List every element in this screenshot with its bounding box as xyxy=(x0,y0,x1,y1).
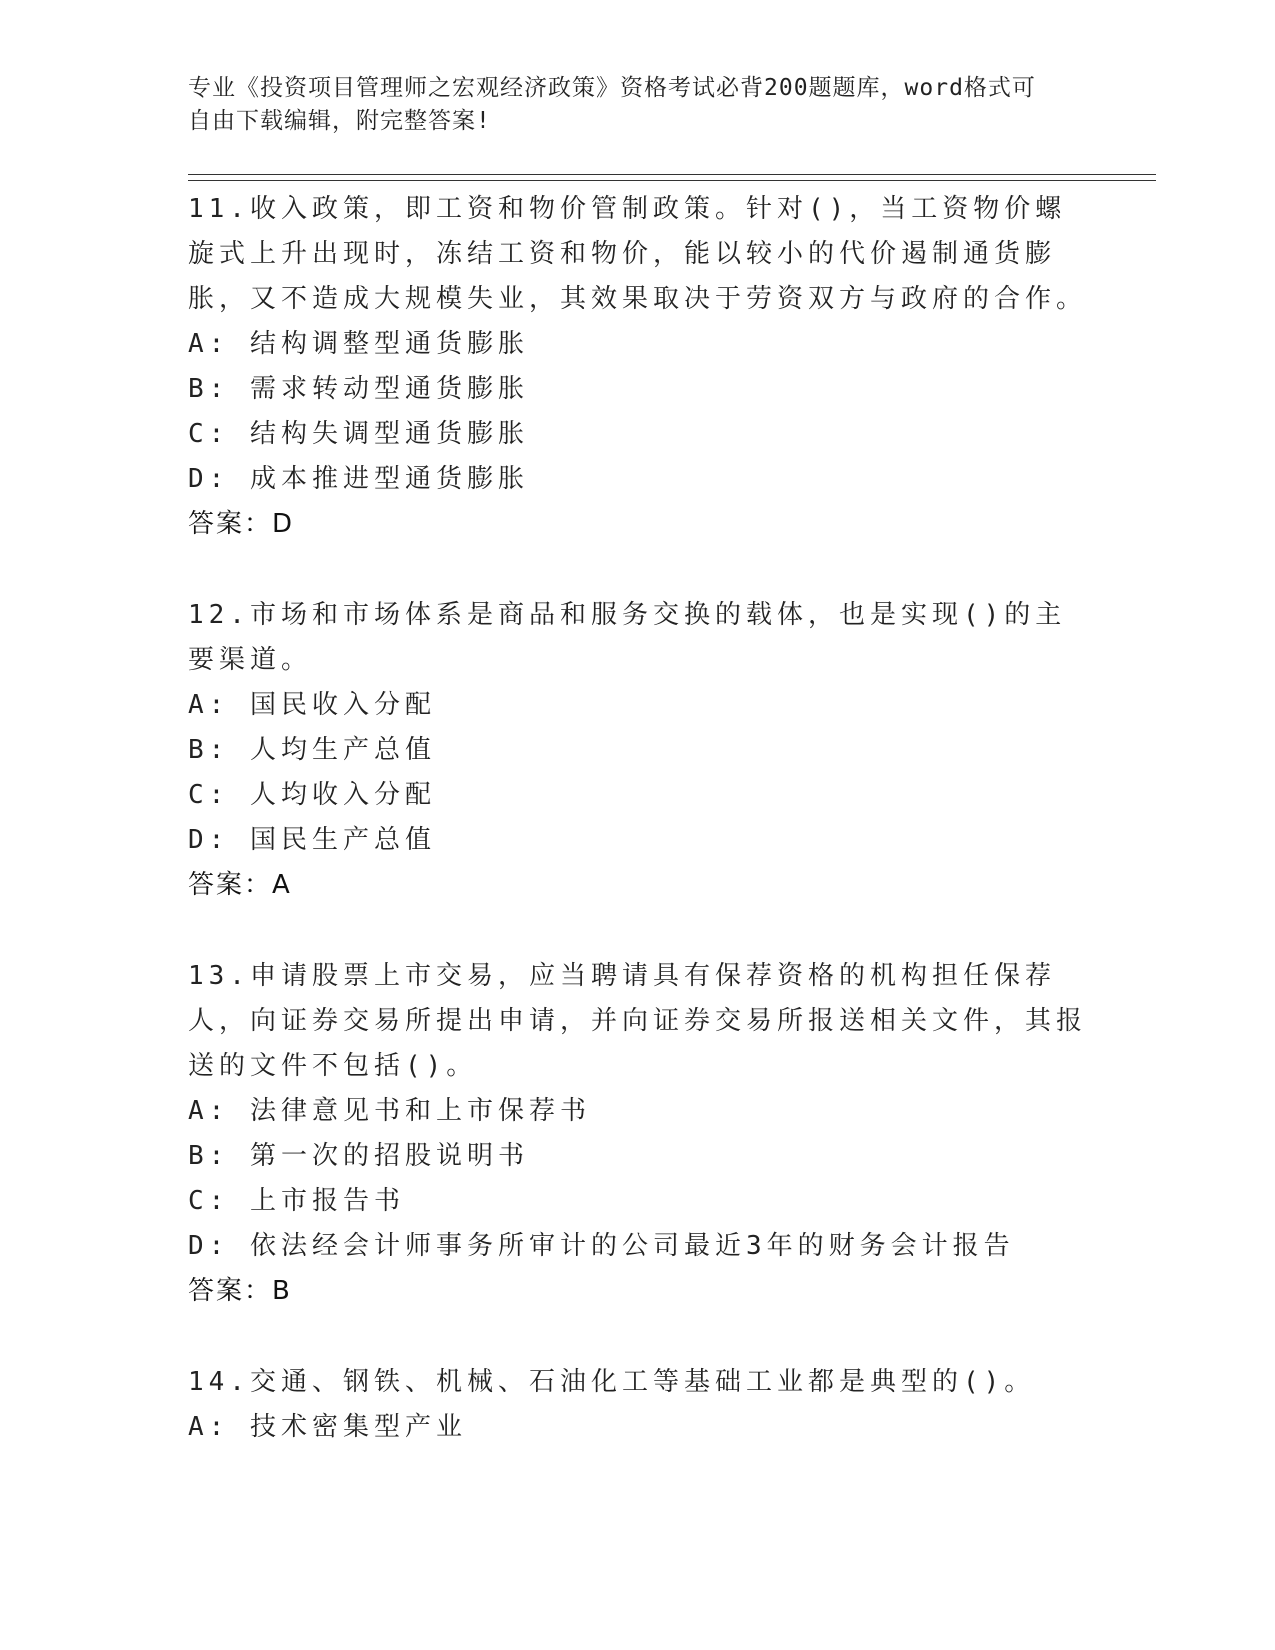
question-list xyxy=(188,187,1088,1496)
document-header xyxy=(188,72,1088,138)
question-stem: 11.收入政策，即工资和物价管制政策。针对()，当工资物价螺旋式上升出现时，冻结工资和物价，能以较小的代价遏制通货膨胀，又不造成大规模失业，其效果取决于劳资双方与政府的合作。 xyxy=(188,194,1088,314)
option-d: D: 国民生产总值 xyxy=(188,825,436,855)
option-c: C: 上市报告书 xyxy=(188,1186,405,1216)
option-a: A: 结构调整型通货膨胀 xyxy=(188,329,529,359)
option-a: A: 技术密集型产业 xyxy=(188,1412,467,1442)
header-divider-bottom xyxy=(188,180,1156,181)
header-divider-top xyxy=(188,174,1156,175)
option-b: B: 人均生产总值 xyxy=(188,735,436,765)
option-c: C: 人均收入分配 xyxy=(188,780,436,810)
option-a: A: 国民收入分配 xyxy=(188,690,436,720)
question-12 xyxy=(188,593,1088,908)
answer-line: 答案：D xyxy=(188,509,295,539)
option-d: D: 成本推进型通货膨胀 xyxy=(188,464,529,494)
option-b: B: 第一次的招股说明书 xyxy=(188,1141,529,1171)
question-11 xyxy=(188,187,1088,547)
question-13 xyxy=(188,954,1088,1314)
option-d: D: 依法经会计师事务所审计的公司最近3年的财务会计报告 xyxy=(188,1231,1015,1261)
question-stem: 14.交通、钢铁、机械、石油化工等基础工业都是典型的()。 xyxy=(188,1367,1036,1397)
question-14 xyxy=(188,1360,1088,1450)
question-stem: 12.市场和市场体系是商品和服务交换的载体，也是实现()的主要渠道。 xyxy=(188,600,1067,675)
option-c: C: 结构失调型通货膨胀 xyxy=(188,419,529,449)
header-line-2: 自由下载编辑，附完整答案! xyxy=(188,108,491,134)
option-b: B: 需求转动型通货膨胀 xyxy=(188,374,529,404)
answer-line: 答案：B xyxy=(188,1276,292,1306)
answer-line: 答案：A xyxy=(188,870,292,900)
question-stem: 13.申请股票上市交易，应当聘请具有保荐资格的机构担任保荐人，向证券交易所提出申请，并向证券交易所报送相关文件，其报送的文件不包括()。 xyxy=(188,961,1088,1081)
option-a: A: 法律意见书和上市保荐书 xyxy=(188,1096,591,1126)
header-line-1: 专业《投资项目管理师之宏观经济政策》资格考试必背200题题库，word格式可 xyxy=(188,75,1036,101)
